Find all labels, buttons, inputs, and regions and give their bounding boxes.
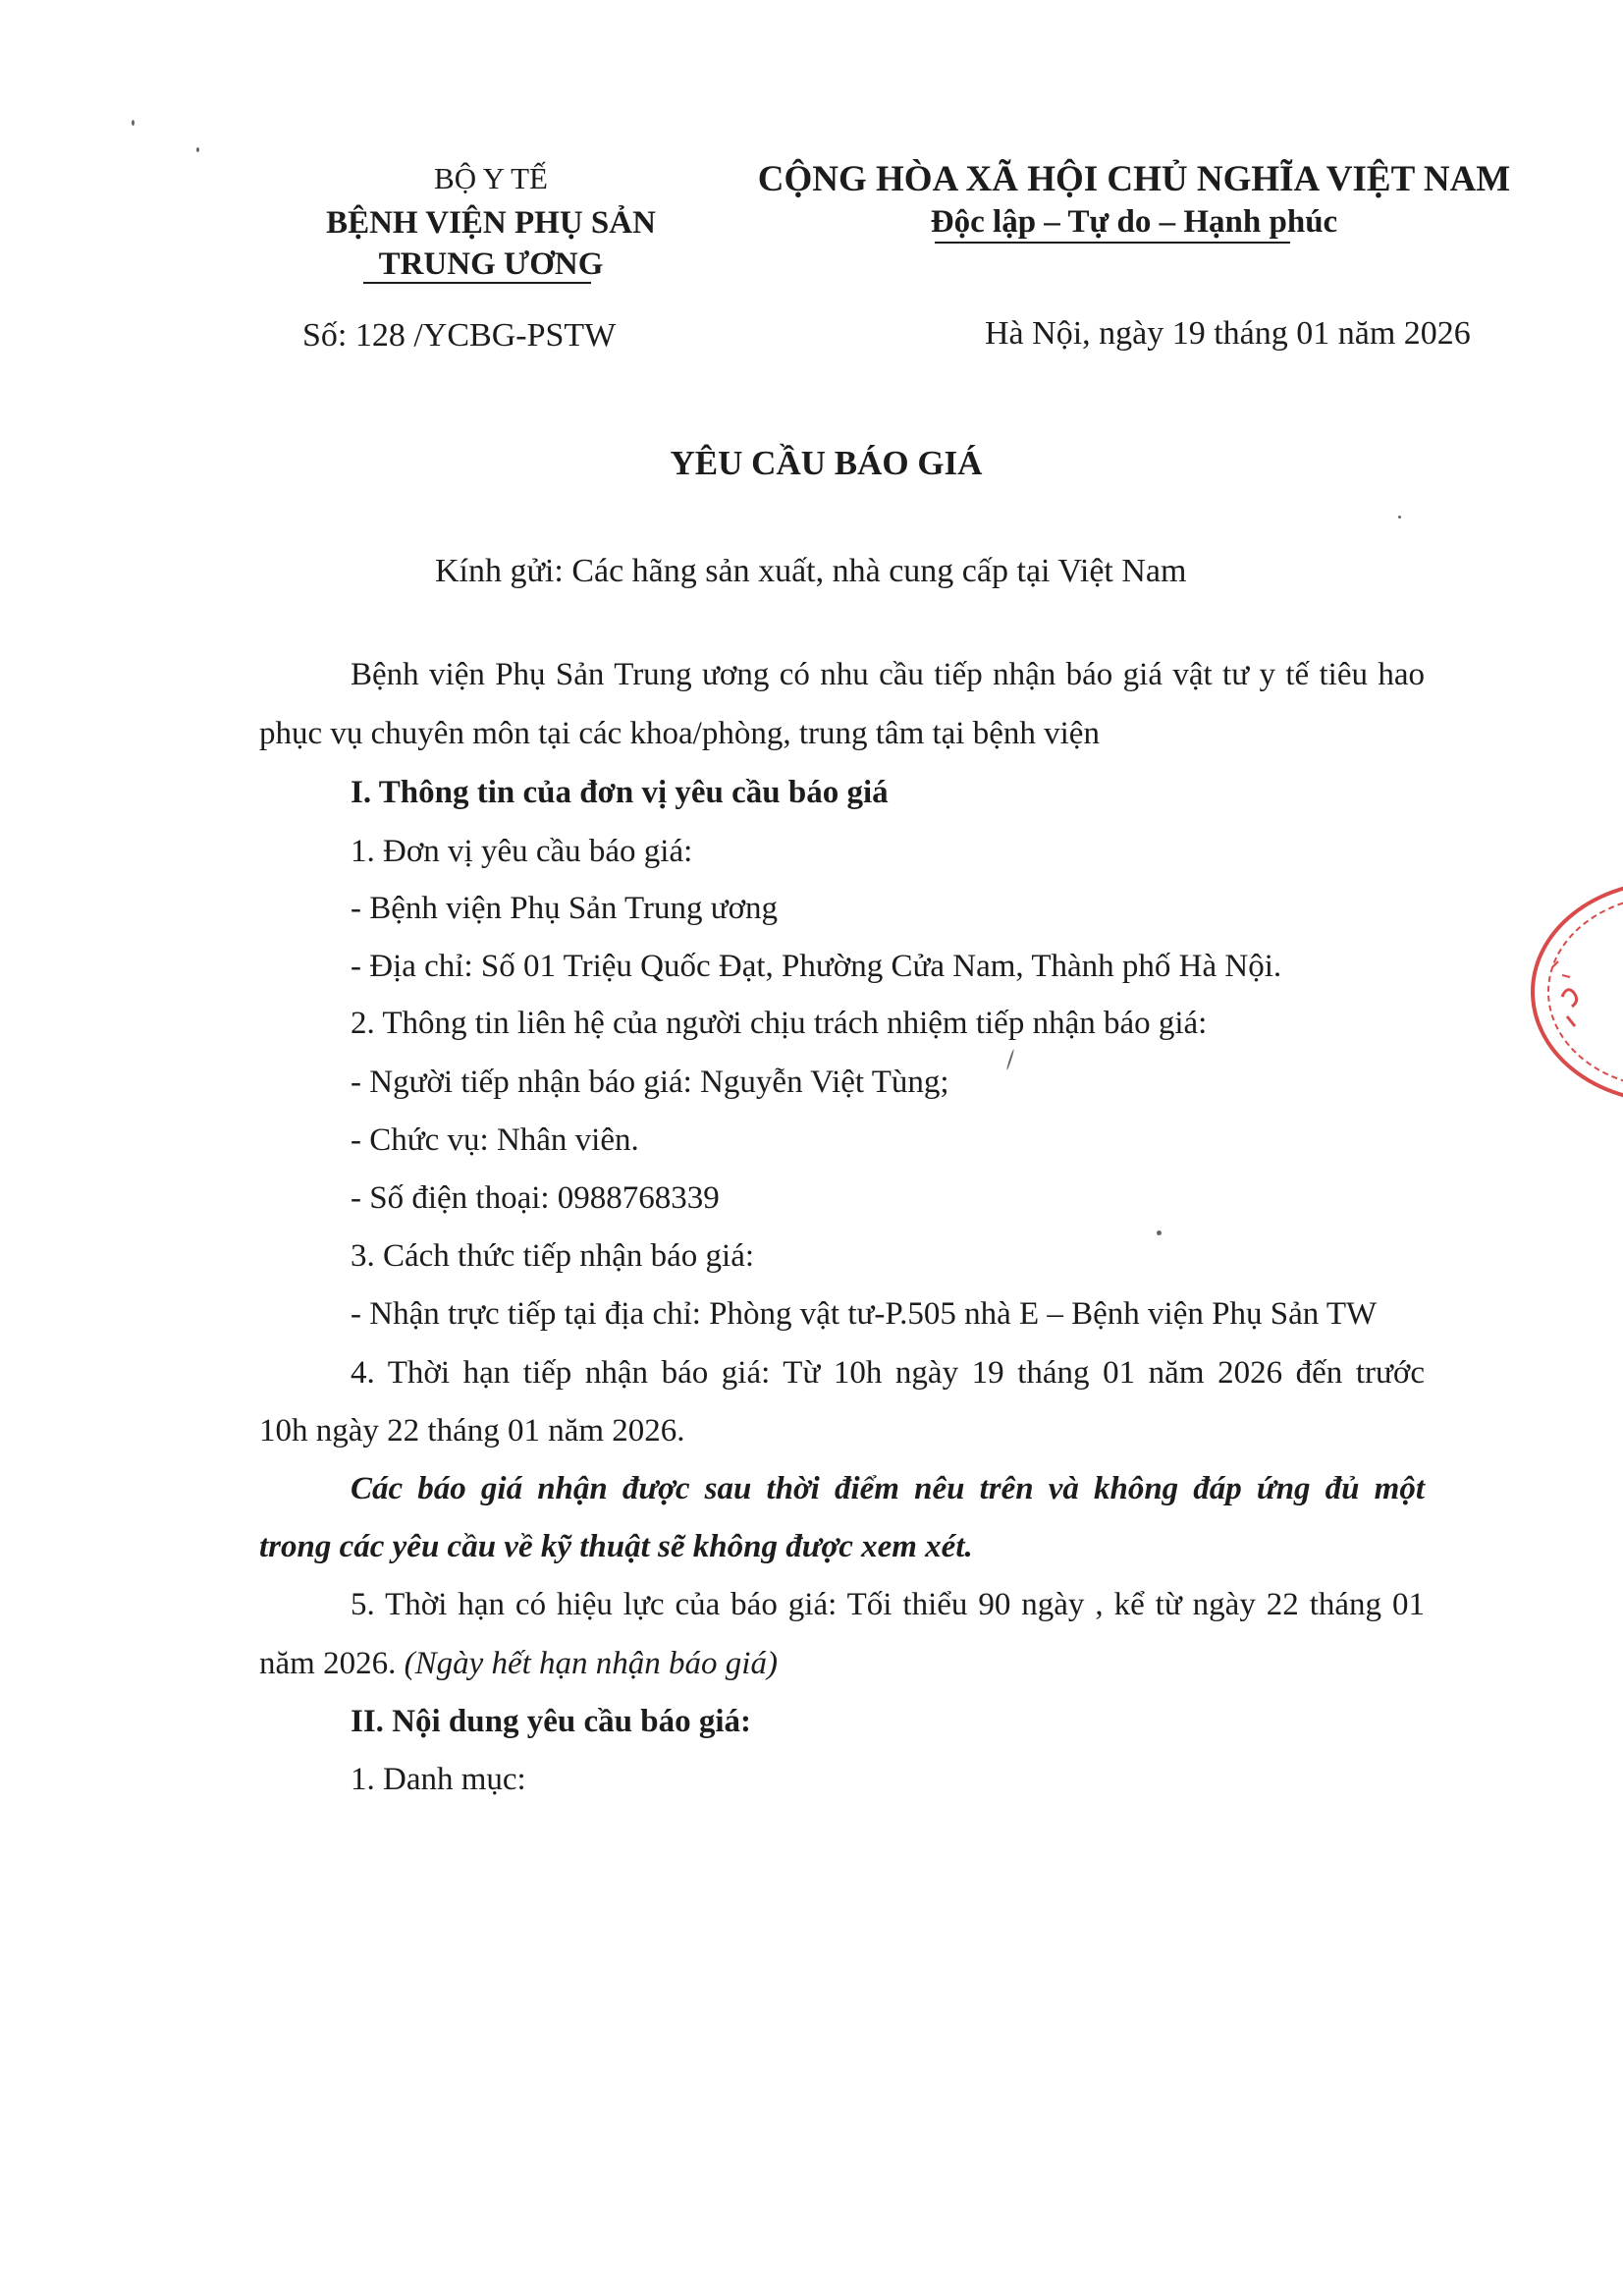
hospital-name-line2: TRUNG ƯƠNG — [378, 246, 604, 282]
intro-line-2: phục vụ chuyên môn tại các khoa/phòng, trung tâm tại bệnh viện — [259, 716, 1100, 751]
scan-speck — [1006, 1049, 1015, 1070]
section-1-heading: I. Thông tin của đơn vị yêu cầu báo giá — [351, 775, 889, 810]
receive-method: - Nhận trực tiếp tại địa chỉ: Phòng vật tư-P.505 nhà E – Bệnh viện Phụ Sản TW — [351, 1296, 1378, 1332]
document-title: YÊU CẦU BÁO GIÁ — [670, 444, 983, 482]
requesting-unit-label: 1. Đơn vị yêu cầu báo giá: — [351, 834, 693, 869]
country-name: CỘNG HÒA XÃ HỘI CHỦ NGHĨA VIỆT NAM — [757, 159, 1511, 199]
receive-method-label: 3. Cách thức tiếp nhận báo giá: — [351, 1238, 755, 1274]
contact-phone: - Số điện thoại: 0988768339 — [351, 1180, 720, 1216]
official-seal-stamp — [1523, 879, 1623, 1105]
motto-underline — [935, 242, 1290, 244]
catalog-label: 1. Danh mục: — [351, 1762, 526, 1797]
scan-speck — [196, 147, 199, 152]
document-number: Số: 128 /YCBG-PSTW — [302, 317, 617, 354]
validity-line-1: 5. Thời hạn có hiệu lực của báo giá: Tối thiểu 90 ngày , kể từ ngày 22 tháng 01 — [351, 1587, 1425, 1622]
contact-position: - Chức vụ: Nhân viên. — [351, 1122, 639, 1158]
hospital-underline — [363, 282, 591, 284]
hospital-name-line1: BỆNH VIỆN PHỤ SẢN — [326, 205, 656, 241]
contact-info-label: 2. Thông tin liên hệ của người chịu trách nhiệm tiếp nhận báo giá: — [351, 1006, 1208, 1041]
unit-address: - Địa chỉ: Số 01 Triệu Quốc Đạt, Phường Cửa Nam, Thành phố Hà Nội. — [351, 949, 1282, 984]
section-2-heading: II. Nội dung yêu cầu báo giá: — [351, 1704, 752, 1739]
ministry-name: BỘ Y TẾ — [434, 161, 548, 195]
place-and-date: Hà Nội, ngày 19 tháng 01 năm 2026 — [985, 315, 1471, 352]
deadline-line-2: 10h ngày 22 tháng 01 năm 2026. — [259, 1413, 685, 1449]
note-line-2: trong các yêu cầu về kỹ thuật sẽ không được xem xét. — [259, 1529, 973, 1564]
requesting-unit-name: - Bệnh viện Phụ Sản Trung ương — [351, 891, 779, 926]
recipient-line: Kính gửi: Các hãng sản xuất, nhà cung cấp tại Việt Nam — [435, 553, 1187, 589]
deadline-line-1: 4. Thời hạn tiếp nhận báo giá: Từ 10h ngày 19 tháng 01 năm 2026 đến trước — [351, 1355, 1425, 1391]
scan-speck — [132, 120, 135, 126]
validity-note: (Ngày hết hạn nhận báo giá) — [404, 1646, 778, 1681]
scan-speck — [1157, 1230, 1162, 1235]
contact-person: - Người tiếp nhận báo giá: Nguyễn Việt Tùng; — [351, 1065, 949, 1100]
note-line-1: Các báo giá nhận được sau thời điểm nêu trên và không đáp ứng đủ một — [351, 1471, 1425, 1506]
scan-speck — [1398, 516, 1401, 519]
validity-year: năm 2026. — [259, 1646, 397, 1681]
validity-line-2 — [259, 1642, 778, 1685]
national-motto: Độc lập – Tự do – Hạnh phúc — [930, 204, 1338, 240]
intro-line-1: Bệnh viện Phụ Sản Trung ương có nhu cầu tiếp nhận báo giá vật tư y tế tiêu hao — [351, 657, 1425, 692]
